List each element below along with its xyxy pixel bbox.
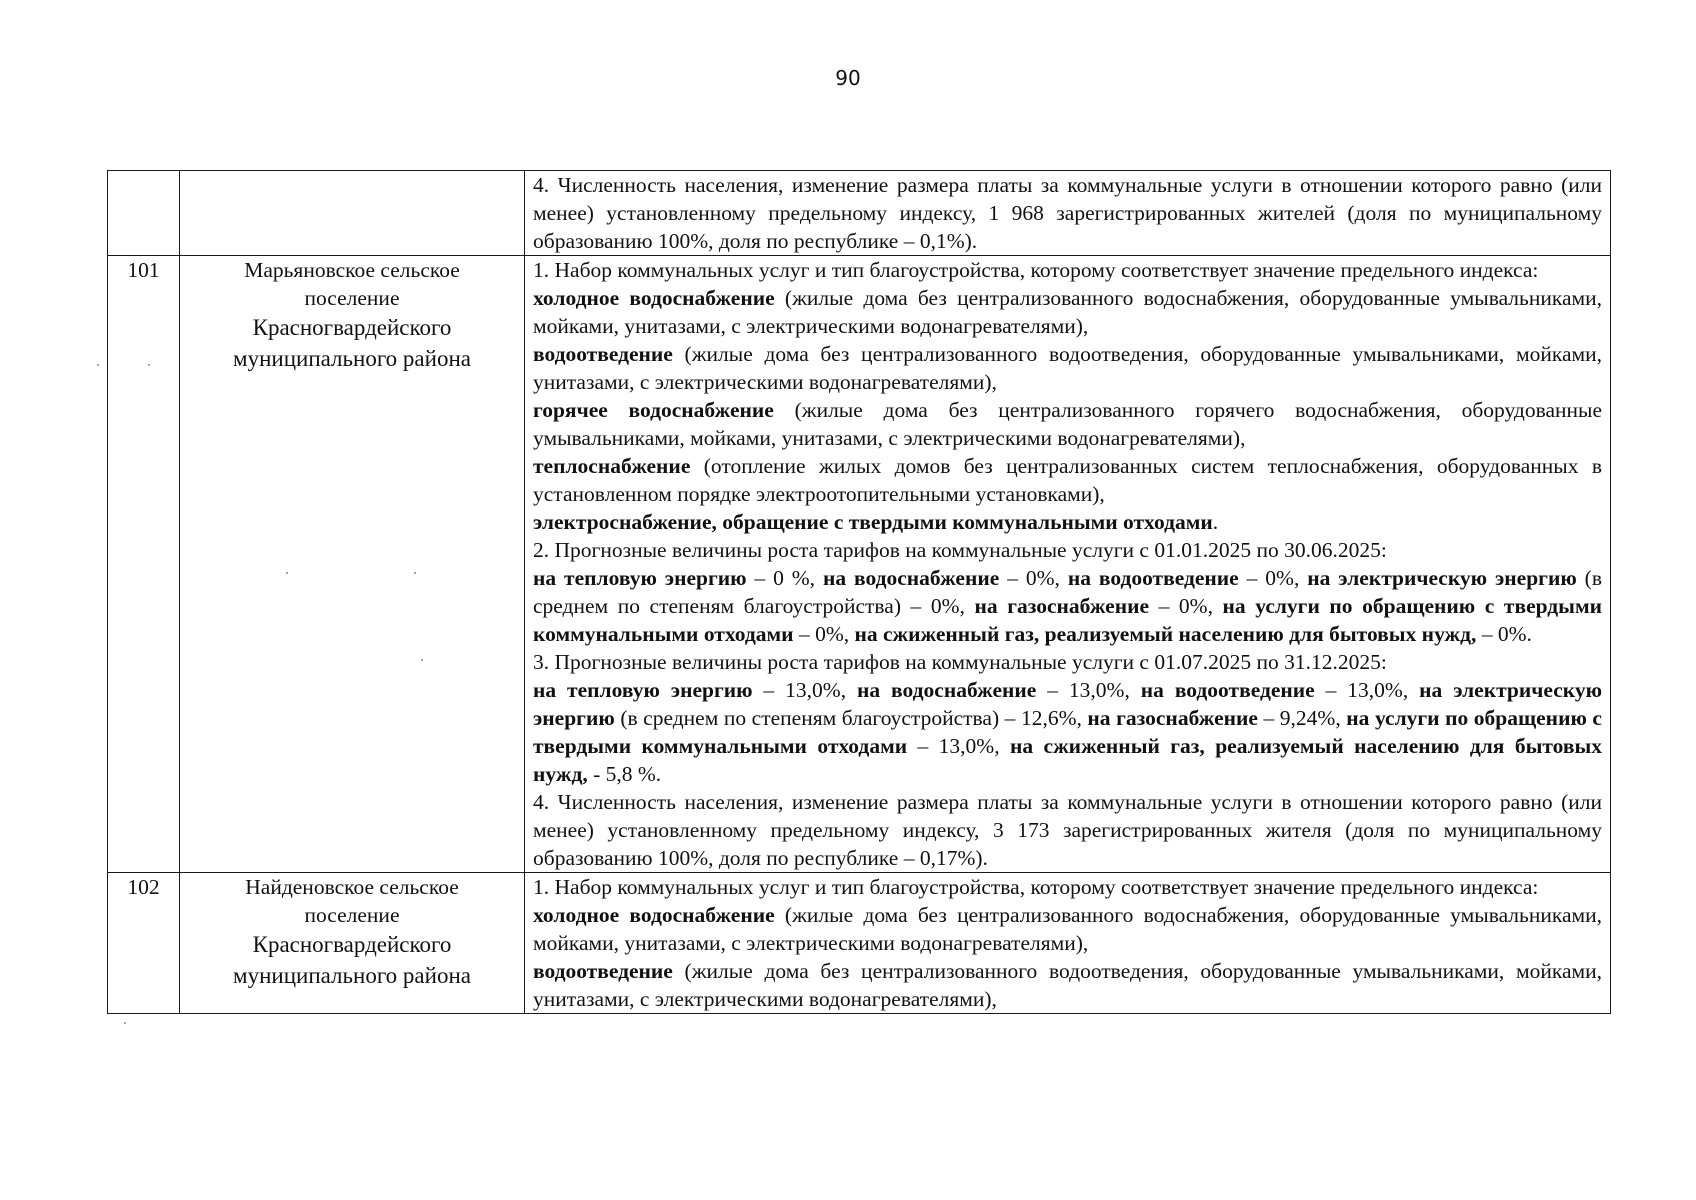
description-paragraph bbox=[533, 284, 1602, 340]
scan-speck bbox=[124, 1022, 126, 1024]
service-name-bold: водоотведение bbox=[533, 342, 673, 366]
service-name-bold: теплоснабжение bbox=[533, 454, 691, 478]
service-name-bold: водоотведение bbox=[533, 959, 673, 983]
text-fragment: – 0%, bbox=[1238, 566, 1308, 590]
text-fragment: – 13,0%, bbox=[907, 734, 1010, 758]
scan-speck bbox=[414, 572, 416, 574]
text-fragment: – 0%, bbox=[793, 622, 855, 646]
description-paragraph bbox=[533, 648, 1602, 676]
text-fragment: (жилые дома без централизованного водоснабжения, оборудованные умывальниками, мойками, унитазами, с электрическими водонагревателями), bbox=[533, 903, 1602, 955]
tariff-table bbox=[107, 170, 1611, 1014]
service-name-bold: на водоснабжение bbox=[822, 566, 1000, 590]
municipality-name-line: поселение bbox=[304, 286, 400, 310]
service-name-bold: на водоотведение bbox=[1140, 678, 1315, 702]
service-name-bold: холодное водоснабжение bbox=[533, 286, 775, 310]
municipality-name-line: Найденовское сельское bbox=[245, 875, 459, 899]
text-fragment: (жилые дома без централизованного водоснабжения, оборудованные умывальниками, мойками, унитазами, с электрическими водонагревателями), bbox=[533, 286, 1602, 338]
description-cell bbox=[525, 256, 1611, 873]
service-name-bold: на сжиженный газ, реализуемый населению для бытовых нужд, bbox=[854, 622, 1477, 646]
text-fragment: 3. Прогнозные величины роста тарифов на коммунальные услуги с 01.07.2025 по 31.12.2025: bbox=[533, 650, 1387, 674]
service-name-bold: электроснабжение, обращение с твердыми коммунальными отходами bbox=[533, 510, 1213, 534]
scan-speck bbox=[97, 364, 99, 366]
text-fragment: – 13,0%, bbox=[1036, 678, 1141, 702]
text-fragment: – 0 %, bbox=[746, 566, 823, 590]
description-paragraph bbox=[533, 171, 1602, 255]
service-name-bold: на газоснабжение bbox=[974, 594, 1150, 618]
description-cell bbox=[525, 171, 1611, 256]
service-name-bold: на электрическую энергию bbox=[533, 678, 1602, 730]
municipality-name-line: Красногвардейского bbox=[252, 315, 452, 340]
text-fragment: – 9,24%, bbox=[1257, 706, 1347, 730]
text-fragment: . bbox=[1212, 510, 1219, 534]
description-paragraph bbox=[533, 901, 1602, 957]
text-fragment: (в среднем по степеням благоустройства) – 12,6%, bbox=[614, 706, 1088, 730]
description-paragraph bbox=[533, 873, 1602, 901]
scan-speck bbox=[286, 572, 288, 574]
description-paragraph bbox=[533, 536, 1602, 564]
municipality-name bbox=[180, 256, 525, 873]
description-paragraph bbox=[533, 957, 1602, 1013]
table-row bbox=[108, 256, 1611, 873]
text-fragment: 1. Набор коммунальных услуг и тип благоустройства, которому соответствует значение предельного индекса: bbox=[533, 258, 1539, 282]
service-name-bold: на водоотведение bbox=[1067, 566, 1239, 590]
service-name-bold: горячее водоснабжение bbox=[533, 398, 774, 422]
description-paragraph bbox=[533, 788, 1602, 872]
municipality-name-line: муниципального района bbox=[233, 963, 471, 988]
service-name-bold: на тепловую энергию bbox=[533, 678, 753, 702]
service-name-bold: на тепловую энергию bbox=[533, 566, 747, 590]
table-row bbox=[108, 171, 1611, 256]
description-paragraph bbox=[533, 564, 1602, 648]
text-fragment: 2. Прогнозные величины роста тарифов на коммунальные услуги с 01.01.2025 по 30.06.2025: bbox=[533, 538, 1387, 562]
row-number: 102 bbox=[108, 873, 180, 1014]
text-fragment: – 13,0%, bbox=[752, 678, 857, 702]
municipality-name-line: муниципального района bbox=[233, 346, 471, 371]
service-name-bold: на сжиженный газ, реализуемый населению для бытовых нужд, bbox=[533, 734, 1602, 786]
text-fragment: 1. Набор коммунальных услуг и тип благоустройства, которому соответствует значение предельного индекса: bbox=[533, 875, 1539, 899]
row-number bbox=[108, 171, 180, 256]
municipality-name-line: поселение bbox=[304, 903, 400, 927]
text-fragment: – 0%, bbox=[999, 566, 1068, 590]
service-name-bold: на водоснабжение bbox=[857, 678, 1037, 702]
description-paragraph bbox=[533, 452, 1602, 508]
scan-speck bbox=[421, 659, 423, 661]
text-fragment: - 5,8 %. bbox=[587, 762, 662, 786]
service-name-bold: на электрическую энергию bbox=[1307, 566, 1577, 590]
text-fragment: (жилые дома без централизованного горячего водоснабжения, оборудованные умывальниками, мойками, унитазами, с электрическими водонагревателями), bbox=[533, 398, 1602, 450]
description-paragraph bbox=[533, 396, 1602, 452]
municipality-name-line: Марьяновское сельское bbox=[244, 258, 460, 282]
text-fragment: – 0%, bbox=[1149, 594, 1223, 618]
service-name-bold: на услуги по обращению с твердыми коммунальными отходами bbox=[533, 706, 1602, 758]
text-fragment: (отопление жилых домов без централизованных систем теплоснабжения, оборудованных в установленном порядке электроотопительными установками), bbox=[533, 454, 1602, 506]
description-paragraph bbox=[533, 340, 1602, 396]
text-fragment: (жилые дома без централизованного водоотведения, оборудованные умывальниками, мойками, унитазами, с электрическими водонагревателями), bbox=[533, 342, 1602, 394]
text-fragment: 4. Численность населения, изменение размера платы за коммунальные услуги в отношении которого равно (или менее) установленному предельному индексу, 3 173 зарегистрированных жителя (доля по муниципальному образованию 100%, доля по республике – 0,17%). bbox=[533, 790, 1602, 870]
table-row bbox=[108, 873, 1611, 1014]
description-cell bbox=[525, 873, 1611, 1014]
page-number: 90 bbox=[835, 66, 861, 90]
description-paragraph bbox=[533, 256, 1602, 284]
text-fragment: – 0%. bbox=[1476, 622, 1532, 646]
service-name-bold: холодное водоснабжение bbox=[533, 903, 775, 927]
service-name-bold: на услуги по обращению с твердыми коммунальными отходами bbox=[533, 594, 1602, 646]
description-paragraph bbox=[533, 676, 1602, 788]
description-paragraph bbox=[533, 508, 1602, 536]
text-fragment: 4. Численность населения, изменение размера платы за коммунальные услуги в отношении которого равно (или менее) установленному предельному индексу, 1 968 зарегистрированных жителей (доля по муниципальному образованию 100%, доля по республике – 0,1%). bbox=[533, 173, 1602, 253]
service-name-bold: на газоснабжение bbox=[1087, 706, 1258, 730]
scan-speck bbox=[148, 364, 150, 366]
text-fragment: (жилые дома без централизованного водоотведения, оборудованные умывальниками, мойками, унитазами, с электрическими водонагревателями), bbox=[533, 959, 1602, 1011]
table-body bbox=[108, 171, 1611, 1014]
municipality-name bbox=[180, 873, 525, 1014]
text-fragment: – 13,0%, bbox=[1314, 678, 1420, 702]
text-fragment: (в среднем по степеням благоустройства) – 0%, bbox=[533, 566, 1602, 618]
municipality-name-line: Красногвардейского bbox=[252, 932, 452, 957]
municipality-name bbox=[180, 171, 525, 256]
row-number: 101 bbox=[108, 256, 180, 873]
